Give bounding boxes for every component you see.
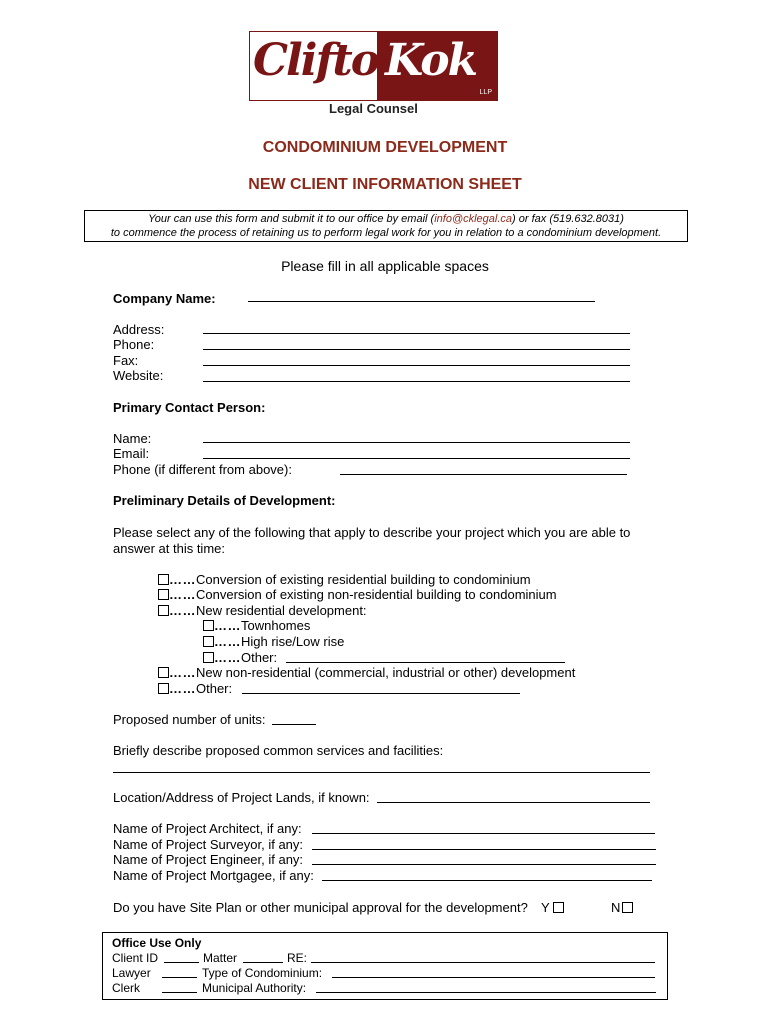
instruction-text: Please fill in all applicable spaces	[281, 258, 489, 274]
website-field[interactable]	[203, 381, 630, 382]
contact-phone-field[interactable]	[340, 474, 627, 475]
contact-name-label: Name:	[113, 431, 152, 446]
checkbox[interactable]	[158, 683, 169, 694]
checkbox[interactable]	[158, 605, 169, 616]
units-field[interactable]	[272, 724, 316, 725]
checkbox[interactable]	[203, 620, 214, 631]
phone-field[interactable]	[203, 349, 630, 350]
firm-logo	[249, 31, 498, 120]
condo-type-field[interactable]	[332, 977, 655, 978]
matter-field[interactable]	[243, 962, 283, 963]
surveyor-field[interactable]	[312, 849, 656, 850]
site-plan-yes[interactable]: Y	[541, 900, 564, 915]
location-label: Location/Address of Project Lands, if known:	[113, 790, 370, 805]
details-prompt-line-1: Please select any of the following that apply to describe your project which you are able to	[113, 525, 631, 540]
option-other[interactable]: ……Other:	[158, 681, 232, 696]
fax-label: Fax:	[113, 353, 139, 368]
contact-email-label: Email:	[113, 446, 150, 461]
client-id-field[interactable]	[164, 962, 199, 963]
re-field[interactable]	[311, 962, 655, 963]
checkbox[interactable]	[158, 667, 169, 678]
lawyer-label: Lawyer	[112, 966, 151, 980]
client-id-label: Client ID	[112, 951, 159, 965]
contact-email-field[interactable]	[203, 458, 630, 459]
engineer-label: Name of Project Engineer, if any:	[113, 852, 304, 867]
municipal-label: Municipal Authority:	[202, 981, 307, 995]
submission-notice	[84, 210, 688, 242]
notice-line-1	[85, 212, 687, 226]
company-name-label: Company Name:	[113, 291, 216, 306]
site-plan-no[interactable]: N	[611, 900, 633, 915]
notice-text-post: ) or fax (519.632.8031)	[512, 213, 624, 225]
option-conversion-residential[interactable]: ……Conversion of existing residential building to condominium	[158, 572, 531, 587]
option-conversion-non-residential[interactable]: ……Conversion of existing non-residential building to condominium	[158, 587, 557, 602]
services-field[interactable]	[113, 772, 650, 773]
checkbox[interactable]	[203, 652, 214, 663]
mortgagee-label: Name of Project Mortgagee, if any:	[113, 868, 314, 883]
contact-name-field[interactable]	[203, 442, 630, 443]
office-use-box	[102, 932, 668, 1000]
address-label: Address:	[113, 322, 165, 337]
architect-label: Name of Project Architect, if any:	[113, 821, 302, 836]
notice-email-link[interactable]: info@cklegal.ca	[434, 213, 513, 225]
matter-label: Matter	[203, 951, 238, 965]
primary-contact-heading: Primary Contact Person:	[113, 400, 266, 415]
checkbox-yes[interactable]	[553, 902, 564, 913]
option-high-low-rise[interactable]: ……High rise/Low rise	[203, 634, 344, 649]
logo-suffix: LLP	[479, 89, 492, 96]
services-label: Briefly describe proposed common services and facilities:	[113, 743, 444, 758]
residential-other-field[interactable]	[286, 662, 565, 663]
office-use-heading: Office Use Only	[112, 936, 202, 950]
lawyer-field[interactable]	[162, 977, 197, 978]
condo-type-label: Type of Condominium:	[202, 966, 323, 980]
engineer-field[interactable]	[312, 864, 656, 865]
option-new-residential[interactable]: ……New residential development:	[158, 603, 367, 618]
checkbox[interactable]	[158, 589, 169, 600]
re-label: RE:	[287, 951, 308, 965]
option-residential-other[interactable]: ……Other:	[203, 650, 277, 665]
surveyor-label: Name of Project Surveyor, if any:	[113, 837, 304, 852]
option-townhomes[interactable]: ……Townhomes	[203, 618, 310, 633]
logo-name-kok: Kok	[385, 35, 477, 86]
architect-field[interactable]	[312, 833, 655, 834]
notice-line-2: to commence the process of retaining us to perform legal work for you in relation to a condominium development.	[110, 227, 662, 239]
address-field[interactable]	[203, 333, 630, 334]
logo-tagline: Legal Counsel	[329, 101, 418, 116]
fax-field[interactable]	[203, 365, 630, 366]
location-field[interactable]	[377, 802, 650, 803]
form-title: CONDOMINIUM DEVELOPMENT	[262, 139, 508, 156]
municipal-field[interactable]	[316, 992, 656, 993]
option-new-non-residential[interactable]: ……New non-residential (commercial, industrial or other) development	[158, 665, 575, 680]
details-prompt-line-2: answer at this time:	[113, 541, 225, 556]
development-details-heading: Preliminary Details of Development:	[113, 493, 336, 508]
clerk-field[interactable]	[162, 992, 197, 993]
notice-text-pre: Your can use this form and submit it to our office by email (	[148, 213, 435, 225]
logo-name-clifton: Clifton	[253, 35, 409, 86]
site-plan-question: Do you have Site Plan or other municipal approval for the development?	[113, 900, 528, 915]
mortgagee-field[interactable]	[322, 880, 652, 881]
other-field[interactable]	[242, 693, 520, 694]
contact-phone-label: Phone (if different from above):	[113, 462, 292, 477]
clerk-label: Clerk	[112, 981, 141, 995]
phone-label: Phone:	[113, 337, 155, 352]
units-label: Proposed number of units:	[113, 712, 266, 727]
website-label: Website:	[113, 368, 164, 383]
form-subtitle: NEW CLIENT INFORMATION SHEET	[248, 176, 522, 193]
checkbox[interactable]	[203, 636, 214, 647]
checkbox-no[interactable]	[622, 902, 633, 913]
company-name-field[interactable]	[248, 301, 595, 302]
checkbox[interactable]	[158, 574, 169, 585]
